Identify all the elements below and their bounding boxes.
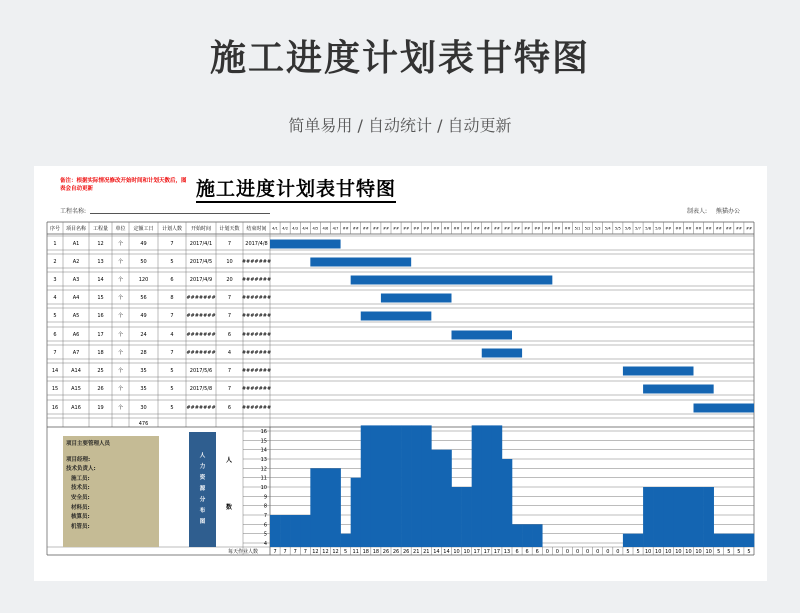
table-cell: 2017/4/8 [245,241,268,247]
daily-count: 5 [747,549,751,555]
histogram-bar [714,534,724,547]
table-cell: 5 [170,259,174,265]
table-cell: A14 [71,368,81,374]
table-cell: 7 [170,350,174,356]
table-cell: 7 [227,241,232,247]
date-label: 5/6 [625,226,631,231]
daily-count: 0 [545,549,549,555]
y-tick: 14 [260,447,267,454]
table-cell: 17 [97,332,104,338]
daily-count: 5 [727,549,731,555]
table-cell: ####### [241,313,272,319]
date-label: ## [534,226,541,231]
resource-char: 图 [199,519,206,525]
resource-char: 源 [199,486,206,492]
histogram-bar [512,524,522,547]
table-cell: 10 [226,259,233,265]
daily-count: 18 [372,549,380,555]
daily-count: 0 [596,549,600,555]
table-cell: 6 [170,277,174,283]
daily-count: 0 [606,549,610,555]
daily-count: 0 [586,549,590,555]
maker-label: 制表人: [687,208,708,215]
daily-count: 0 [575,549,580,555]
table-cell: 2017/5/6 [189,368,213,374]
gantt-bar [310,258,411,267]
date-label: ## [715,226,722,231]
date-label: ## [564,226,571,231]
table-cell: 35 [140,368,147,374]
y-tick: 13 [260,457,267,463]
staff-item: 材料员: [71,504,90,511]
histogram-bar [704,487,714,547]
daily-count: 26 [382,549,390,555]
date-label: ## [735,226,742,231]
table-cell: 1 [53,241,57,247]
date-label: ## [453,226,460,231]
daily-count: 14 [443,549,450,555]
date-label: 5/5 [614,226,621,231]
histogram-bar [462,487,472,547]
table-cell: 4 [227,350,232,356]
table-cell: A2 [72,259,80,265]
table-cell: A4 [72,295,80,301]
date-label: ## [725,226,732,231]
date-label: ## [352,226,359,231]
resource-char: 资 [199,475,206,481]
table-cell: 30 [140,405,147,411]
daily-count: 10 [644,549,652,555]
daily-count: 21 [413,549,420,555]
histogram-bar [381,425,391,547]
table-cell: 个 [117,295,124,301]
resource-char: 布 [199,508,206,514]
table-header: 计划天数 [219,226,240,232]
staff-title: 项目主要管理人员 [66,441,111,447]
daily-count: 5 [636,549,640,555]
table-cell: 6 [227,332,232,338]
date-label: 5/3 [594,226,601,231]
table-cell: 4 [170,332,174,338]
table-cell: 16 [97,313,104,319]
table-cell: 12 [97,241,104,247]
daily-count: 6 [535,549,539,555]
daily-count: 0 [555,549,559,555]
table-header: 项目名称 [65,226,87,232]
histogram-bar [623,534,633,547]
histogram-bar [532,524,542,547]
date-label: ## [362,226,369,231]
daily-count: 5 [626,549,630,555]
table-cell: 20 [226,277,233,283]
histogram-bar [663,487,673,547]
date-label: 4/1 [272,226,278,231]
staff-item: 安全员: [71,494,90,501]
histogram-bar [310,468,320,547]
table-cell: 个 [117,313,124,319]
daily-count: 12 [322,549,329,555]
table-cell: 7 [227,313,232,319]
table-cell: 7 [227,386,232,392]
table-cell: 个 [117,368,124,374]
date-label: 5/2 [584,226,591,231]
daily-count: 10 [685,549,692,555]
gantt-bar [643,385,714,394]
histogram-bar [351,478,361,547]
table-cell: 2017/5/8 [189,386,213,392]
daily-count: 7 [273,549,277,555]
table-cell: 8 [170,295,174,301]
y-tick: 15 [260,438,267,445]
table-cell: ####### [241,295,272,301]
y-tick: 4 [263,541,267,547]
table-cell: 4 [53,295,57,301]
date-label: 5/4 [604,226,611,231]
table-header: 单位 [115,226,126,232]
table-cell: 14 [51,368,59,374]
table-cell: 35 [140,386,147,392]
date-label: 5/8 [645,226,652,231]
daily-count: 6 [515,549,519,555]
date-label: ## [382,226,389,231]
gantt-bar [482,349,522,358]
histogram-bar [472,425,482,547]
histogram-bar [734,534,744,547]
daily-count: 5 [737,549,741,555]
table-cell: 个 [117,277,124,283]
date-label: ## [342,226,349,231]
table-header: 开始时间 [190,226,212,232]
date-label: ## [503,226,510,231]
table-cell: 18 [97,350,104,356]
histogram-side-top: 人 [226,457,233,464]
daily-count: 13 [503,549,511,555]
date-label: 5/7 [635,226,641,231]
table-cell: A6 [72,332,80,338]
table-cell: 19 [97,405,104,411]
daily-count: 18 [362,549,369,555]
table-cell: 2017/4/9 [189,277,213,283]
date-label: ## [403,226,410,231]
table-cell: ####### [241,332,272,338]
table-cell: 49 [140,313,147,319]
histogram-bar [653,487,663,547]
table-cell: ####### [186,295,216,301]
date-label: ## [675,226,682,231]
date-label: 5/9 [655,226,662,231]
y-tick: 7 [263,513,267,519]
date-label: ## [423,226,430,231]
table-cell: 2017/4/1 [189,241,213,247]
histogram-bar [643,487,653,547]
table-cell: 个 [117,259,124,265]
daily-count: 26 [402,549,410,555]
table-cell: 49 [140,241,147,247]
table-cell: 个 [117,332,124,338]
table-cell: 6 [227,405,232,411]
table-cell: A5 [72,313,80,319]
daily-count: 10 [463,549,470,555]
staff-item: 机管员: [71,523,90,530]
table-cell: ####### [241,277,272,283]
y-tick: 5 [263,531,267,538]
page-title: 施工进度计划表甘特图 [209,38,590,79]
staff-panel [63,436,159,547]
table-cell: 28 [140,350,147,356]
table-cell: 24 [140,332,147,338]
table-cell: 14 [97,277,104,283]
histogram-bar [391,425,401,547]
daily-count: 21 [423,549,430,555]
gantt-bar [694,404,755,413]
y-tick: 12 [260,466,267,473]
table-header: 定额工日 [133,226,154,232]
daily-count: 10 [675,549,682,555]
table-cell: 7 [227,295,232,301]
table-cell: ####### [186,332,216,338]
daily-count: 0 [616,549,620,555]
table-cell: 26 [97,386,104,392]
date-label: ## [705,226,712,231]
total-value: 476 [138,421,149,427]
table-cell: ####### [241,259,272,265]
table-cell: 2017/4/5 [189,259,213,265]
resource-chart-label [189,432,216,547]
y-tick: 6 [263,522,267,529]
table-header: 结束时间 [246,226,267,232]
daily-count-label: 每天作业人数 [227,549,259,555]
histogram-bar [482,425,492,547]
table-cell: 7 [227,368,232,374]
page-subtitle: 简单易用 / 自动统计 / 自动更新 [288,116,512,135]
table-cell: 7 [53,350,57,356]
date-label: ## [493,226,500,231]
table-cell: 13 [97,259,104,265]
date-label: ## [372,226,379,231]
histogram-bar [270,515,280,547]
date-label: 4/2 [282,226,289,231]
daily-count: 6 [525,549,529,555]
table-cell: ####### [241,386,272,392]
gantt-bar [623,367,694,376]
gantt-bar [452,331,513,340]
date-label: ## [413,226,420,231]
y-tick: 8 [263,503,267,510]
resource-char: 分 [199,497,206,503]
y-tick: 9 [263,494,267,501]
staff-item: 技术员: [71,485,90,492]
date-label: 5/1 [574,226,581,231]
date-label: ## [544,226,551,231]
histogram-bar [331,468,341,547]
histogram-bar [300,515,310,547]
table-cell: 5 [53,313,57,319]
table-cell: A7 [72,350,80,356]
table-cell: ####### [241,368,272,374]
table-header: 序号 [49,226,61,232]
project-name-label: 工程名称: [60,208,87,215]
daily-count: 12 [312,549,319,555]
date-label: ## [524,226,531,231]
table-cell: A16 [71,405,81,411]
spreadsheet-preview [34,166,767,581]
table-cell: A1 [72,241,80,247]
date-label: ## [473,226,480,231]
table-cell: ####### [186,405,216,411]
daily-count: 7 [293,549,297,555]
table-cell: ####### [241,405,272,411]
histogram-bar [401,425,411,547]
daily-count: 10 [705,549,712,555]
table-cell: ####### [241,350,272,356]
histogram-bar [522,524,532,547]
histogram-bar [502,459,512,547]
date-label: 4/5 [312,226,319,231]
histogram-bar [341,534,351,547]
table-header: 工程量 [92,226,109,232]
date-label: ## [695,226,702,231]
date-label: ## [685,226,692,231]
table-cell: 15 [97,295,104,301]
table-cell: 7 [170,313,174,319]
histogram-bar [290,515,300,547]
table-cell: 个 [117,386,124,392]
date-label: ## [463,226,470,231]
daily-count: 7 [283,549,287,555]
resource-char: 人 [199,453,206,459]
daily-count: 5 [717,549,721,555]
maker-value: 熊猫办公 [716,208,741,215]
table-cell: 7 [170,241,174,247]
date-label: ## [665,226,672,231]
table-cell: 个 [117,405,124,411]
date-label: ## [554,226,561,231]
staff-list [66,456,156,533]
staff-item: 技术负责人: [66,466,96,473]
histogram-bar [371,425,381,547]
histogram-bar [452,487,462,547]
table-cell: 5 [170,405,174,411]
table-cell: ####### [186,313,216,319]
table-cell: 5 [170,368,174,374]
staff-item: 施工员: [71,475,90,482]
table-cell: 个 [117,241,124,247]
histogram-bar [431,450,441,547]
table-cell: ####### [186,350,216,356]
daily-count: 14 [433,549,440,555]
resource-char: 力 [199,464,206,470]
daily-count: 10 [665,549,672,555]
histogram-bar [673,487,683,547]
daily-count: 0 [565,549,570,555]
daily-count: 7 [303,549,307,555]
daily-count: 11 [352,549,359,555]
y-tick: 10 [260,485,267,491]
update-note: 备注：根据实际情况修改开始时间和计划天数后，图表会自动更新 [60,178,187,192]
date-label: ## [745,226,752,231]
daily-count: 26 [392,549,400,555]
histogram-bar [421,425,431,547]
table-cell: 15 [51,386,59,392]
gantt-bar [381,294,452,303]
table-cell: 16 [51,405,59,411]
table-cell: 个 [117,350,124,356]
histogram-bar [441,450,451,547]
daily-count: 10 [453,549,460,555]
daily-count: 10 [655,549,662,555]
date-label: ## [514,226,521,231]
sheet-title: 施工进度计划表甘特图 [196,178,396,203]
date-label: 4/7 [332,226,339,231]
histogram-bar [492,425,502,547]
date-label: ## [443,226,450,231]
table-cell: 6 [53,332,57,338]
y-tick: 11 [260,475,267,482]
table-cell: 56 [140,295,147,301]
histogram-bar [361,425,371,547]
table-cell: A3 [72,277,80,283]
staff-item: 核算员: [71,514,90,521]
histogram-bar [411,425,421,547]
table-cell: 120 [138,277,149,283]
daily-count: 12 [332,549,339,555]
histogram-bar [280,515,290,547]
date-label: 4/3 [292,226,299,231]
histogram-side-bottom: 数 [226,504,233,511]
table-header: 计划人数 [161,226,183,232]
table-cell: 3 [53,277,57,283]
daily-count: 17 [493,549,501,555]
daily-count: 17 [473,549,480,555]
daily-count: 10 [695,549,702,555]
date-label: 4/4 [302,226,309,231]
histogram-bar [744,534,754,547]
daily-count: 17 [483,549,490,555]
histogram-bar [320,468,330,547]
histogram-bar [724,534,734,547]
table-cell: A15 [71,386,81,392]
y-tick: 16 [260,429,267,435]
histogram-bar [633,534,643,547]
date-label: ## [483,226,490,231]
date-label: 4/6 [322,226,329,231]
date-label: ## [393,226,400,231]
histogram-bar [683,487,693,547]
table-cell: 50 [140,259,147,265]
gantt-bar [351,276,553,285]
gantt-bar [361,312,432,321]
daily-count: 5 [344,549,348,555]
table-cell: 2 [53,259,57,265]
date-label: ## [433,226,440,231]
staff-item: 项目经理: [66,456,91,463]
gantt-bar [270,240,341,249]
table-cell: 25 [97,368,104,374]
histogram-bar [694,487,704,547]
table-cell: 5 [170,386,174,392]
